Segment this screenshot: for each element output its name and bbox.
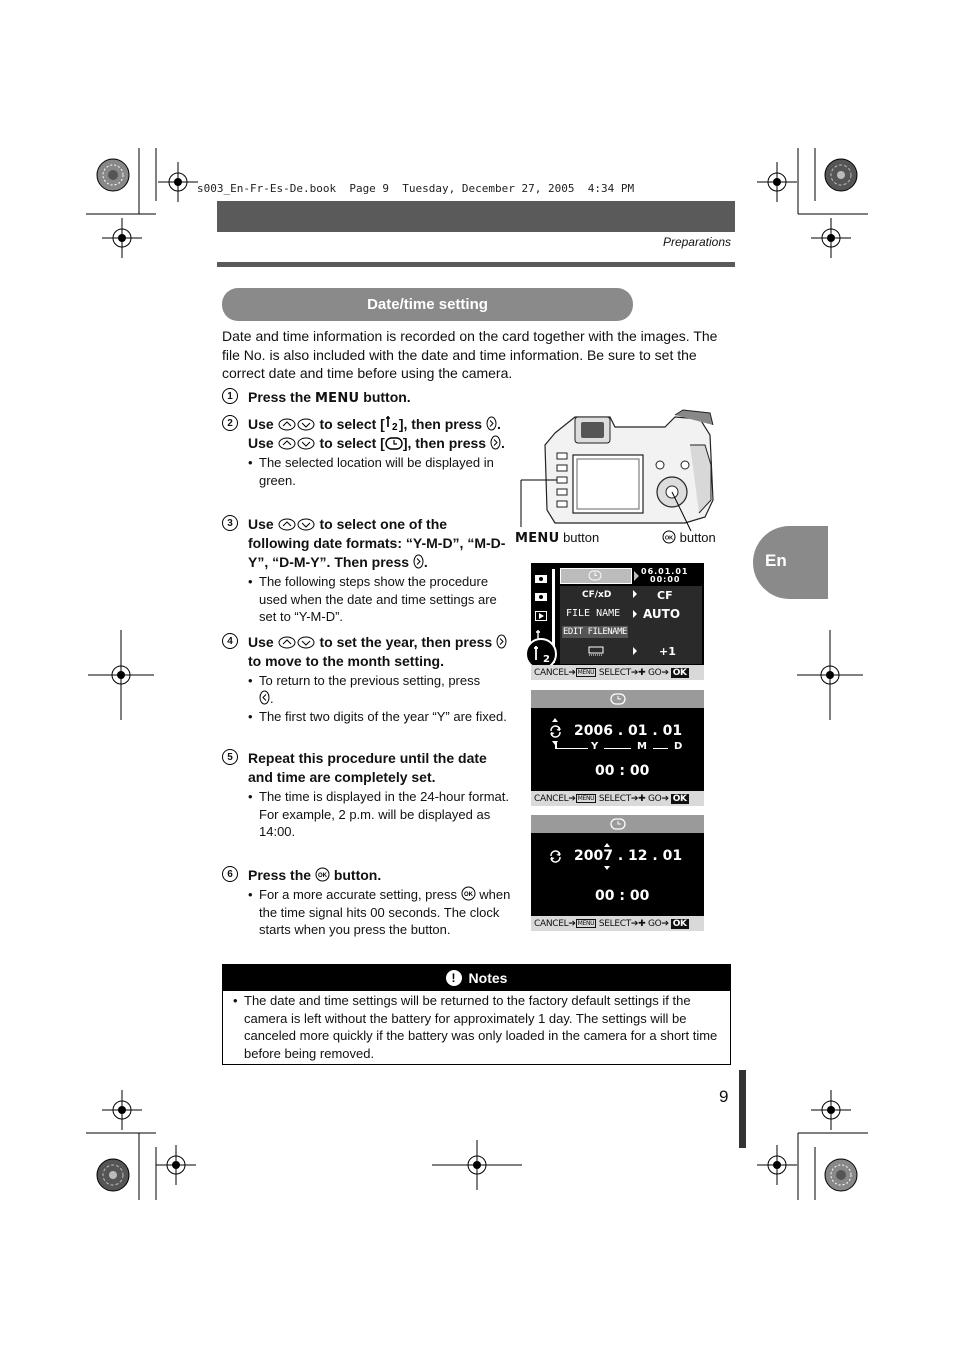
target-mark-left-lower (102, 1090, 142, 1130)
shooting-menu-2-icon (535, 591, 547, 601)
menu-row-label: FILE NAME (566, 608, 621, 619)
ymd-month-label: M (637, 741, 647, 752)
menu-row-value: AUTO (643, 607, 681, 621)
menu-row-pointer (633, 610, 637, 618)
step-heading: Use to set the year, then press to move to the month setting. (248, 633, 512, 671)
date-cycle-icon (548, 725, 563, 738)
target-mark-left-upper (102, 218, 142, 258)
clock-icon (610, 818, 626, 830)
time-value: 00 : 00 (595, 888, 650, 904)
target-mark-bottom-center (432, 1140, 522, 1190)
target-mark-top-left (158, 162, 198, 202)
target-mark-right-upper (811, 218, 851, 258)
right-arrow-icon (490, 435, 501, 450)
step-bullet: • The first two digits of the year “Y” are fixed. (248, 708, 512, 726)
section-title-text: Date/time setting (367, 296, 488, 313)
step-heading: Press the MENU button. (248, 389, 411, 406)
right-arrow-icon (413, 554, 424, 569)
up-down-arrows-icon (278, 418, 316, 431)
step-heading: Use to select one of the following date formats: “Y-M-D”, “M-D-Y”, “D-M-Y”. Then press . (248, 516, 506, 570)
section-label: Preparations (662, 235, 731, 249)
year-up-arrow (552, 718, 558, 722)
step-2 (222, 415, 512, 489)
lcd-footer: CANCEL ➔ MENU SELECT ➔✚ GO ➔ OK (531, 916, 704, 931)
registration-wheel-bottom-left (96, 1158, 130, 1192)
language-tab (753, 526, 828, 599)
lcd-date-screen-2 (531, 815, 704, 931)
month-up-arrow (604, 843, 610, 847)
ok-button-caption: OK button (662, 530, 716, 545)
svg-text:OK: OK (463, 892, 473, 898)
clock-icon (610, 693, 626, 705)
ymd-line (604, 748, 631, 749)
card-setup-icon (588, 646, 604, 656)
language-tab-label: En (765, 551, 787, 570)
page-number-bar (739, 1070, 746, 1148)
section-title (222, 288, 633, 321)
menu-label: MENU (515, 531, 560, 546)
menu-row-value: CF (657, 589, 673, 602)
notes-box (222, 964, 731, 1065)
step-number: 5 (222, 749, 238, 765)
header-bar (217, 201, 735, 232)
target-mark-right-lower (811, 1090, 851, 1130)
step-heading: Repeat this procedure until the date and time are completely set. (248, 750, 487, 785)
date-cycle-icon (548, 850, 563, 863)
lcd-footer: CANCEL ➔ MENU SELECT ➔✚ GO ➔ OK (531, 791, 704, 806)
step-bullet: • For a more accurate setting, press OK when the time signal hits 00 seconds. The clock starts when you press the button. (248, 886, 512, 939)
menu-date-value: 06.01.01 (641, 567, 689, 576)
step-5 (222, 749, 512, 841)
right-arrow-icon (486, 416, 497, 431)
month-down-arrow (604, 866, 610, 870)
step-bullet: • The time is displayed in the 24-hour format. For example, 2 p.m. will be displayed as 14:00. (248, 788, 512, 841)
setup-tab-2-icon (385, 415, 399, 431)
step-bullet: • The following steps show the procedure used when the date and time settings are set to “Y-M-D”. (248, 573, 512, 626)
right-arrow-icon (496, 634, 507, 649)
menu-label: MENU (314, 391, 360, 406)
ok-button-icon (662, 530, 676, 544)
menu-row-value: +1 (659, 645, 676, 658)
intro-paragraph: Date and time information is recorded on the card together with the images. The file No. is also included with the date and time information. Be sure to set the correct date and time before using the camera. (222, 328, 718, 381)
clock-icon (588, 570, 602, 581)
page-number: 9 (719, 1087, 729, 1106)
up-down-arrows-icon (278, 518, 316, 531)
ymd-year-label: Y (591, 741, 599, 752)
clock-icon (385, 437, 403, 450)
header-rule (217, 262, 735, 267)
camera-back-illustration (515, 405, 720, 535)
menu-time-value: 00:00 (650, 575, 681, 584)
shooting-menu-icon (535, 573, 547, 583)
step-heading: Use to select [ 2 ], then press . Use to select [ ], then press . (248, 416, 505, 451)
registration-wheel-top-right (824, 158, 858, 192)
registration-wheel-bottom-right (824, 1158, 858, 1192)
step-bullet: • The selected location will be displayed in green. (248, 454, 512, 489)
step-number: 3 (222, 515, 238, 531)
menu-row-pointer (633, 647, 637, 655)
exclamation-icon: ! (446, 970, 462, 986)
step-number: 1 (222, 388, 238, 404)
menu-row-label: CF/xD (582, 590, 612, 600)
svg-text:OK: OK (664, 535, 674, 542)
target-mark-left-mid (88, 630, 154, 720)
time-value: 00 : 00 (595, 763, 650, 779)
svg-text:2: 2 (543, 654, 550, 665)
step-number: 6 (222, 866, 238, 882)
ymd-line (555, 748, 588, 749)
print-slug: s003_En-Fr-Es-De.book Page 9 Tuesday, December 27, 2005 4:34 PM (197, 182, 635, 195)
step-heading: Press the OK button. (248, 867, 382, 883)
step-bullet: • To return to the previous setting, press . (248, 672, 512, 707)
step-number: 4 (222, 633, 238, 649)
ok-button-icon (461, 886, 476, 901)
date-value: 2007 . 12 . 01 (574, 848, 683, 864)
lcd-footer: CANCEL ➔ MENU SELECT ➔✚ GO ➔ OK (531, 665, 704, 680)
step-4 (222, 633, 512, 726)
target-mark-bottom-left (156, 1145, 196, 1185)
ymd-day-label: D (674, 741, 683, 752)
date-value: 2006 . 01 . 01 (574, 723, 683, 739)
ymd-line (653, 748, 668, 749)
target-mark-top-right (757, 162, 797, 202)
step-3 (222, 515, 512, 626)
notes-title: Notes (468, 970, 508, 986)
step-number: 2 (222, 415, 238, 431)
notes-header (223, 965, 730, 991)
svg-text:2: 2 (391, 422, 398, 431)
registration-wheel-top-left (96, 158, 130, 192)
notes-item: • The date and time settings will be returned to the factory default settings if the camera is left without the battery for approximately 1 day. The settings will be canceled more quickly if the battery was only loaded in the camera for a short time before being removed. (233, 992, 718, 1063)
menu-row-label: EDIT FILENAME (563, 627, 627, 637)
playback-menu-icon (535, 611, 547, 621)
step-1 (222, 388, 512, 408)
target-mark-bottom-right (757, 1145, 797, 1185)
step-6 (222, 866, 512, 939)
left-arrow-icon (259, 690, 270, 705)
up-down-arrows-icon (278, 437, 316, 450)
svg-text:OK: OK (317, 873, 327, 879)
menu-button-caption: MENU button (515, 530, 600, 546)
menu-row-pointer (634, 571, 639, 581)
lcd-menu-screen (531, 563, 704, 680)
ok-button-icon (315, 867, 330, 882)
menu-row-pointer (633, 590, 637, 598)
lcd-date-screen-1 (531, 690, 704, 806)
up-down-arrows-icon (278, 636, 316, 649)
target-mark-right-mid (797, 630, 863, 720)
